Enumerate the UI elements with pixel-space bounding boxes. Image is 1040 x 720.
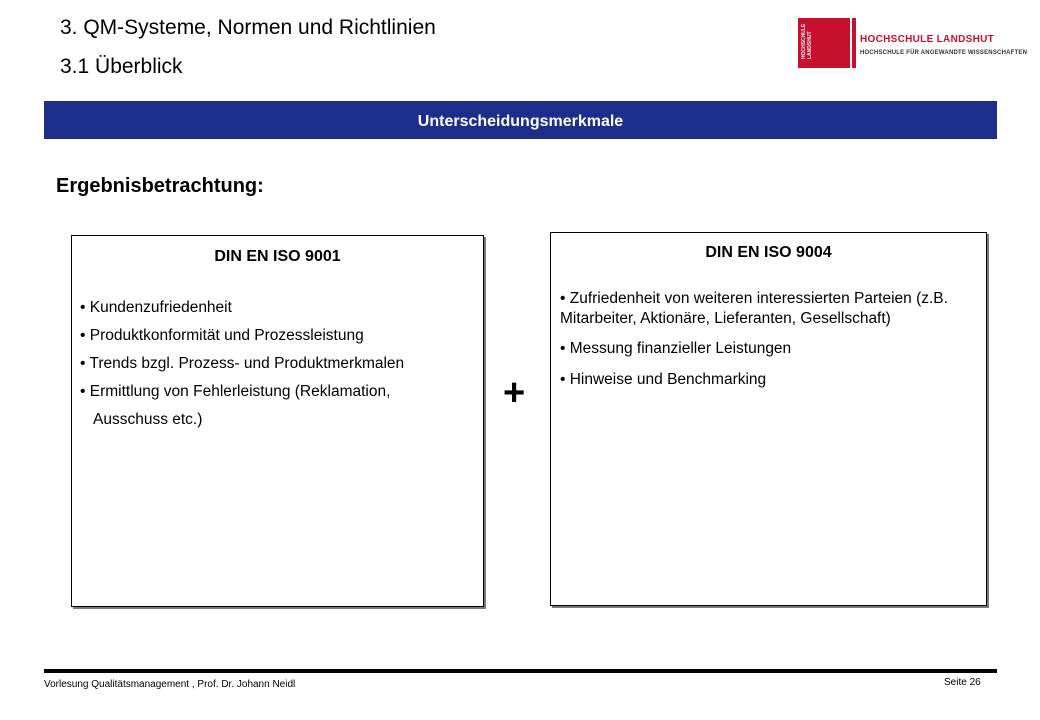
slide-subtitle: 3.1 Überblick [60,55,183,78]
list-item: • Kundenzufriedenheit [80,299,232,316]
box-title-9001: DIN EN ISO 9001 [214,248,341,265]
page-number: Seite 26 [944,677,981,688]
slide-title: 3. QM-Systeme, Normen und Richtlinien [60,16,436,39]
logo-mark [798,18,850,68]
logo-mark-text: HOCHSCHULE LANDSHUT [801,23,813,59]
list-item: • Trends bzgl. Prozess- und Produktmerkmalen [80,355,405,372]
list-item: • Produktkonformität und Prozessleistung [80,327,364,344]
iso-9004-list [551,289,986,390]
iso-9001-box [71,235,484,607]
section-heading: Ergebnisbetrachtung: [56,175,264,197]
plus-sign: + [503,372,526,414]
list-item: • Messung finanzieller Leistungen [560,340,792,357]
logo-name: HOCHSCHULE LANDSHUT [860,34,995,45]
logo-subtitle: HOCHSCHULE FÜR ANGEWANDTE WISSENSCHAFTEN [860,50,1028,56]
list-item: • Hinweise und Benchmarking [560,371,767,388]
footer-course-info: Vorlesung Qualitätsmanagement , Prof. Dr. Johann Neidl [44,679,296,690]
banner-label: Unterscheidungsmerkmale [417,113,624,130]
box-title-9004: DIN EN ISO 9004 [705,244,832,261]
list-item: • Ermittlung von Fehlerleistung (Reklamation, [80,383,391,400]
iso-9004-box [550,232,987,606]
iso-9001-list [72,294,483,434]
logo-h-bar [852,18,856,68]
list-item-continuation: Ausschuss etc.) [93,411,203,428]
section-banner [44,101,997,139]
footer-divider [44,669,997,673]
university-logo [798,18,1028,70]
list-item: • Zufriedenheit von weiteren interessierten Parteien (z.B. Mitarbeiter, Aktionäre, Lieferanten, Gesellschaft) [560,290,948,327]
